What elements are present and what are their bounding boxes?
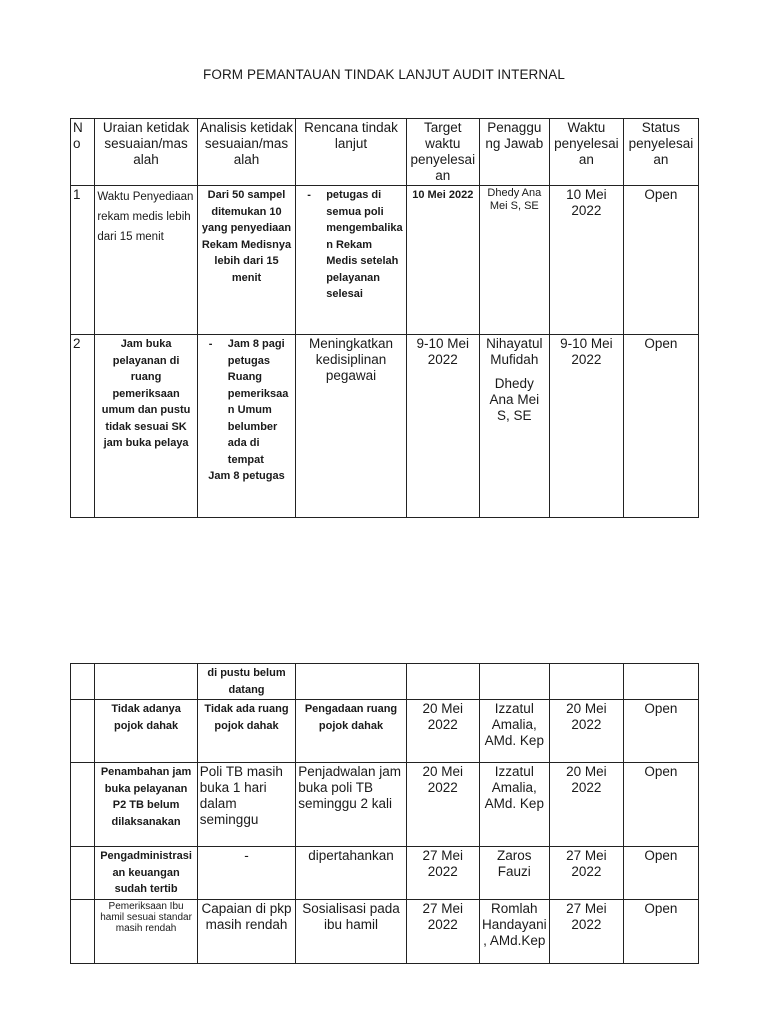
cell-waktu: 20 Mei 2022 — [549, 700, 623, 763]
analisis-item: - Jam 8 pagi petugas Ruang pemeriksaan Umum belumber ada di tempat — [206, 336, 293, 468]
cell-waktu: 27 Mei 2022 — [549, 847, 623, 900]
cell-analisis: - — [197, 847, 295, 900]
cell-rencana: Meningkatkan kedisiplinan pegawai — [296, 335, 407, 518]
cell-penanggung-jawab: Romlah Handayani, AMd.Kep — [479, 899, 549, 963]
cell-waktu: 10 Mei 2022 — [549, 186, 623, 335]
cell-status: Open — [623, 186, 698, 335]
cell-waktu — [549, 664, 623, 700]
cell-uraian: Pemeriksaan Ibu hamil sesuai standar masih rendah — [95, 899, 197, 963]
header-analisis: Analisis ketidak sesuaian/mas alah — [197, 119, 295, 186]
table-row — [71, 899, 699, 963]
document-title: FORM PEMANTAUAN TINDAK LANJUT AUDIT INTERNAL — [203, 67, 565, 82]
header-penanggung-jawab: Penaggu ng Jawab — [479, 119, 549, 186]
cell-analisis: di pustu belum datang — [197, 664, 295, 700]
header-status: Status penyelesai an — [623, 119, 698, 186]
cell-target: 20 Mei 2022 — [406, 700, 479, 763]
cell-rencana: Pengadaan ruang pojok dahak — [296, 700, 407, 763]
cell-waktu: 9-10 Mei 2022 — [549, 335, 623, 518]
cell-waktu: 27 Mei 2022 — [549, 899, 623, 963]
cell-status: Open — [623, 763, 698, 847]
cell-status: Open — [623, 847, 698, 900]
cell-analisis: Poli TB masih buka 1 hari dalam seminggu — [197, 763, 295, 847]
cell-analisis: Tidak ada ruang pojok dahak — [197, 700, 295, 763]
cell-penanggung-jawab — [479, 664, 549, 700]
table-row — [71, 335, 699, 518]
cell-target: 10 Mei 2022 — [406, 186, 479, 335]
cell-uraian: Pengadministrasian keuangan sudah tertib — [95, 847, 197, 900]
analisis-continuation: Jam 8 petugas — [208, 470, 285, 482]
cell-status: Open — [623, 335, 698, 518]
pj-name: Dhedy Ana Mei S, SE — [489, 376, 540, 423]
cell-rencana — [296, 186, 407, 335]
cell-target: 27 Mei 2022 — [406, 847, 479, 900]
cell-penanggung-jawab: Dhedy Ana Mei S, SE — [479, 186, 549, 335]
cell-status: Open — [623, 700, 698, 763]
table-row — [71, 186, 699, 335]
cell-uraian: Jam buka pelayanan di ruang pemeriksaan umum dan pustu tidak sesuai SK jam buka pelaya — [95, 335, 197, 518]
cell-rencana: Sosialisasi pada ibu hamil — [296, 899, 407, 963]
cell-uraian: Waktu Penyediaan rekam medis lebih dari 15 menit — [95, 186, 197, 335]
cell-penanggung-jawab: Zaros Fauzi — [479, 847, 549, 900]
cell-rencana — [296, 664, 407, 700]
cell-status — [623, 664, 698, 700]
cell-no — [71, 700, 95, 763]
table-row — [71, 847, 699, 900]
cell-penanggung-jawab: Izzatul Amalia, AMd. Kep — [479, 763, 549, 847]
cell-rencana: dipertahankan — [296, 847, 407, 900]
cell-waktu: 20 Mei 2022 — [549, 763, 623, 847]
cell-no: 2 — [71, 335, 95, 518]
cell-penanggung-jawab — [479, 335, 549, 518]
cell-target: 9-10 Mei 2022 — [406, 335, 479, 518]
audit-table-page-1 — [70, 118, 699, 518]
audit-table-page-2 — [70, 663, 699, 964]
cell-analisis: Capaian di pkp masih rendah — [197, 899, 295, 963]
header-waktu: Waktu penyelesai an — [549, 119, 623, 186]
table-row — [71, 664, 699, 700]
cell-no — [71, 664, 95, 700]
header-rencana: Rencana tindak lanjut — [296, 119, 407, 186]
header-uraian: Uraian ketidak sesuaian/mas alah — [95, 119, 197, 186]
header-row — [71, 119, 699, 186]
cell-uraian — [95, 664, 197, 700]
cell-uraian: Tidak adanya pojok dahak — [95, 700, 197, 763]
cell-target — [406, 664, 479, 700]
cell-no — [71, 847, 95, 900]
cell-no: 1 — [71, 186, 95, 335]
cell-analisis: Dari 50 sampel ditemukan 10 yang penyediaan Rekam Medisnya lebih dari 15 menit — [197, 186, 295, 335]
table-row — [71, 700, 699, 763]
cell-penanggung-jawab: Izzatul Amalia, AMd. Kep — [479, 700, 549, 763]
cell-target: 20 Mei 2022 — [406, 763, 479, 847]
header-target: Target waktu penyelesai an — [406, 119, 479, 186]
cell-uraian: Penambahan jam buka pelayanan P2 TB belum dilaksanakan — [95, 763, 197, 847]
cell-target: 27 Mei 2022 — [406, 899, 479, 963]
cell-analisis — [197, 335, 295, 518]
rencana-item: - petugas di semua poli mengembalikan Rekam Medis setelah pelayanan selesai — [304, 187, 404, 303]
cell-no — [71, 899, 95, 963]
table-row — [71, 763, 699, 847]
cell-rencana: Penjadwalan jam buka poli TB seminggu 2 kali — [296, 763, 407, 847]
cell-no — [71, 763, 95, 847]
header-no: N o — [71, 119, 95, 186]
cell-status: Open — [623, 899, 698, 963]
pj-name: Nihayatul Mufidah — [486, 336, 543, 367]
